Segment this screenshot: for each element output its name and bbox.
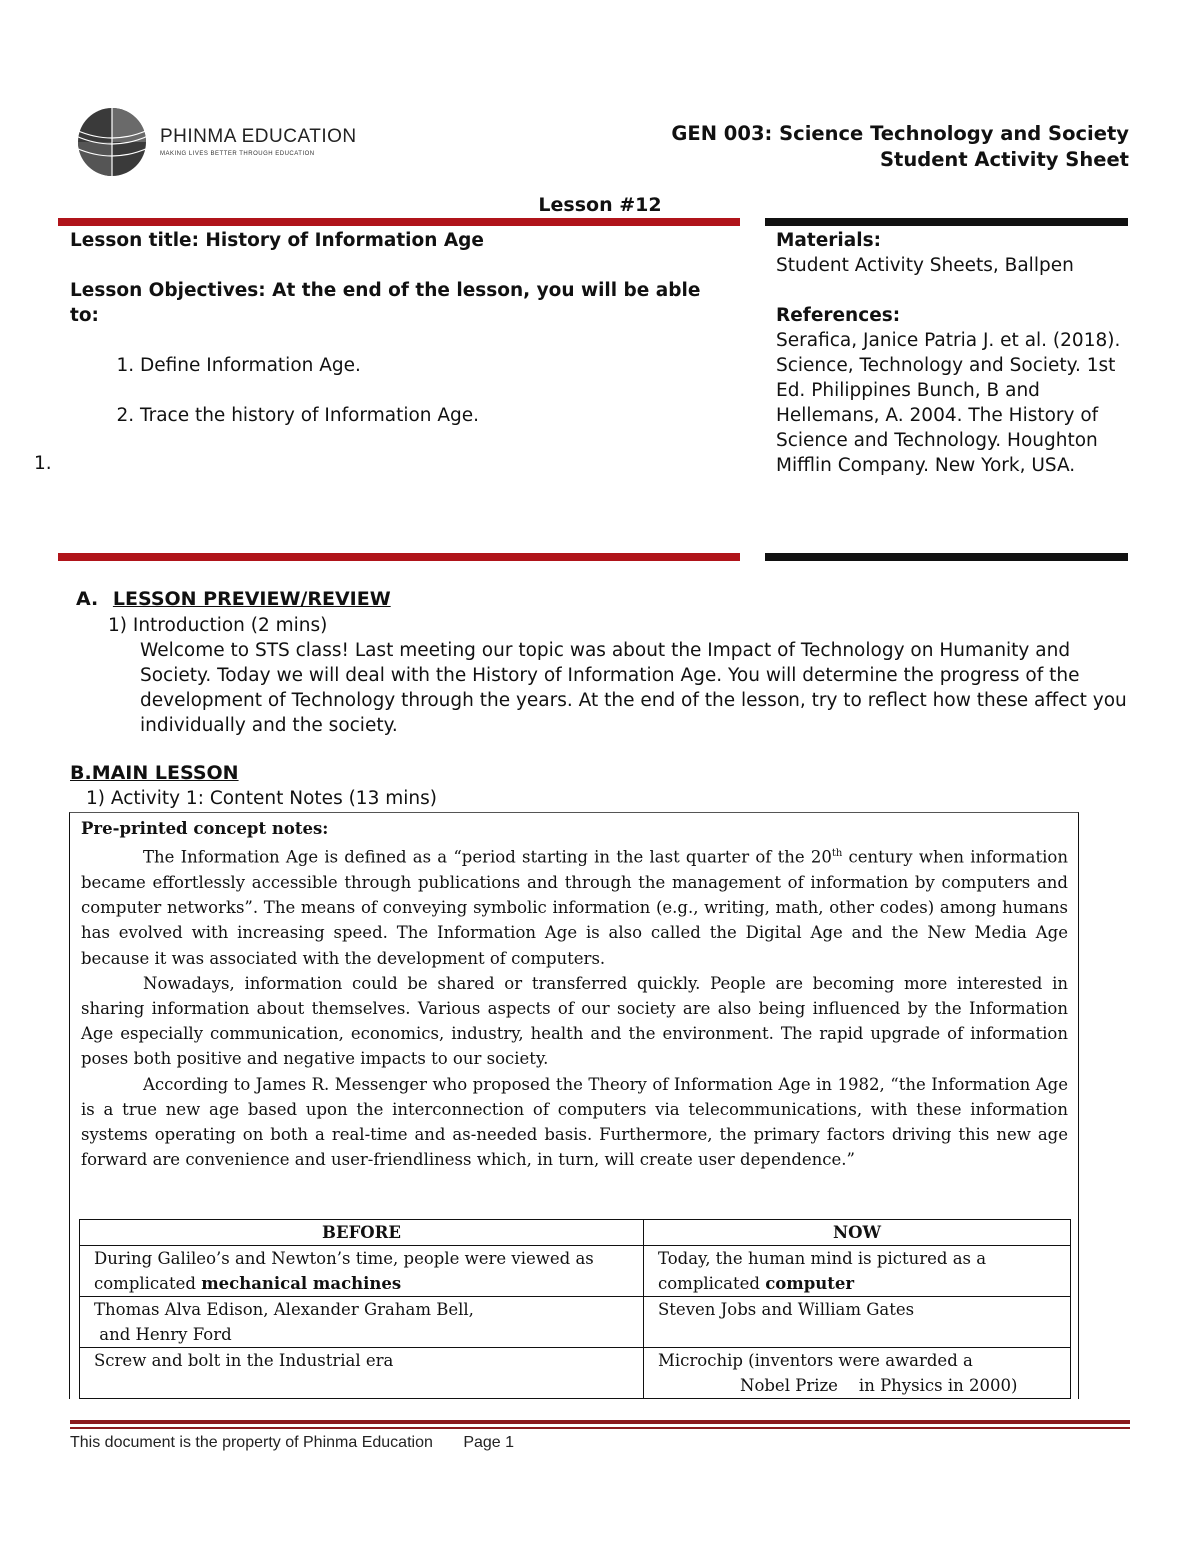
page-number: Page 1	[463, 1434, 515, 1451]
table-cell: Steven Jobs and William Gates	[644, 1297, 1071, 1348]
table-cell: During Galileo’s and Newton’s time, people were viewed as complicated mechanical machines	[80, 1246, 644, 1297]
section-a-letter: A.	[76, 588, 99, 610]
materials-text: Student Activity Sheets, Ballpen	[776, 255, 1074, 276]
footer	[70, 1434, 514, 1452]
sheet-title: Student Activity Sheet	[880, 148, 1129, 171]
intro-item: 1) Introduction (2 mins)	[108, 615, 328, 636]
table-cell: Microchip (inventors were awarded a Nobel Prize in Physics in 2000)	[644, 1348, 1071, 1399]
footer-rule-thick	[70, 1420, 1130, 1424]
materials-heading: Materials:	[776, 230, 881, 251]
col-before: BEFORE	[80, 1220, 644, 1246]
notes-heading: Pre-printed concept notes:	[81, 819, 329, 838]
activity-1-label: 1) Activity 1: Content Notes (13 mins)	[86, 788, 437, 809]
table-row	[80, 1246, 1071, 1297]
top-bar-right	[765, 218, 1128, 226]
notes-paragraph-3: According to James R. Messenger who proposed the Theory of Information Age in 1982, “the Information Age is a true new age based upon the interconnection of computers via telecommunications, with these information systems operating on both a real-time and as-needed basis. Furthermore, the primary factors driving this new age forward are convenience and user-friendliness which, in turn, will create user dependence.”	[81, 1074, 1068, 1170]
objectives-list	[70, 353, 730, 428]
lesson-info	[70, 228, 730, 453]
table-cell: Thomas Alva Edison, Alexander Graham Bell, and Henry Ford	[80, 1297, 644, 1348]
table-header-row	[80, 1220, 1071, 1246]
brand-tagline: MAKING LIVES BETTER THROUGH EDUCATION	[160, 151, 315, 157]
objective-item: 1. Define Information Age.	[140, 353, 730, 378]
table-row	[80, 1297, 1071, 1348]
notes-paragraph-2: Nowadays, information could be shared or transferred quickly. People are becoming more interested in sharing information about themselves. Various aspects of our society are also being influenced by the Information Age especially communication, economics, industry, health and the environment. The rapid upgrade of information poses both positive and negative impacts to our society.	[81, 973, 1068, 1069]
references-heading: References:	[776, 305, 901, 326]
intro-text: Welcome to STS class! Last meeting our topic was about the Impact of Technology on Humanity and Society. Today we will deal with the History of Information Age. You will determine the progress of the development of Technology through the years. At the end of the lesson, try to reflect how these affect you individually and the society.	[140, 640, 1127, 736]
section-b-heading	[70, 762, 239, 784]
objective-item: 2. Trace the history of Information Age.	[140, 403, 730, 428]
section-a-title: LESSON PREVIEW/REVIEW	[112, 588, 391, 610]
col-now: NOW	[644, 1220, 1071, 1246]
course-header	[671, 121, 1129, 173]
lesson-number: Lesson #12	[538, 194, 662, 216]
intro-block	[108, 613, 1138, 738]
mid-bar-right	[765, 553, 1128, 561]
before-now-table	[79, 1219, 1071, 1399]
table-row	[80, 1348, 1071, 1399]
section-a-heading	[76, 588, 391, 610]
references-text: Serafica, Janice Patria J. et al. (2018). Science, Technology and Society. 1st Ed. Philippines Bunch, B and Hellemans, A. 2004. The History of Science and Technology. Houghton Mifflin Company. New York, USA.	[776, 330, 1121, 476]
table-cell: Screw and bolt in the Industrial era	[80, 1348, 644, 1399]
stray-list-number: 1.	[34, 453, 52, 474]
course-title: GEN 003: Science Technology and Society	[671, 122, 1129, 145]
brand-name: PHINMA EDUCATION	[160, 126, 357, 147]
top-bar-left	[58, 218, 740, 226]
concept-notes	[81, 816, 1068, 1172]
objectives-heading: Lesson Objectives: At the end of the lesson, you will be able to:	[70, 280, 701, 326]
mid-bar-left	[58, 553, 740, 561]
table-cell: Today, the human mind is pictured as a complicated computer	[644, 1246, 1071, 1297]
section-b-title: B.MAIN LESSON	[70, 762, 239, 784]
notes-paragraph-1: The Information Age is defined as a “period starting in the last quarter of the 20th century when information became effortlessly accessible through publications and through the management of information by computers and computer networks”. The means of conveying symbolic information (e.g., writing, math, other codes) among humans has evolved with increasing speed. The Information Age is also called the Digital Age and the New Media Age because it was associated with the development of computers.	[81, 847, 1068, 968]
materials-references	[776, 228, 1136, 478]
footer-rule-thin	[70, 1427, 1130, 1429]
lesson-title: Lesson title: History of Information Age	[70, 230, 484, 251]
footer-text: This document is the property of Phinma Education	[70, 1434, 433, 1451]
